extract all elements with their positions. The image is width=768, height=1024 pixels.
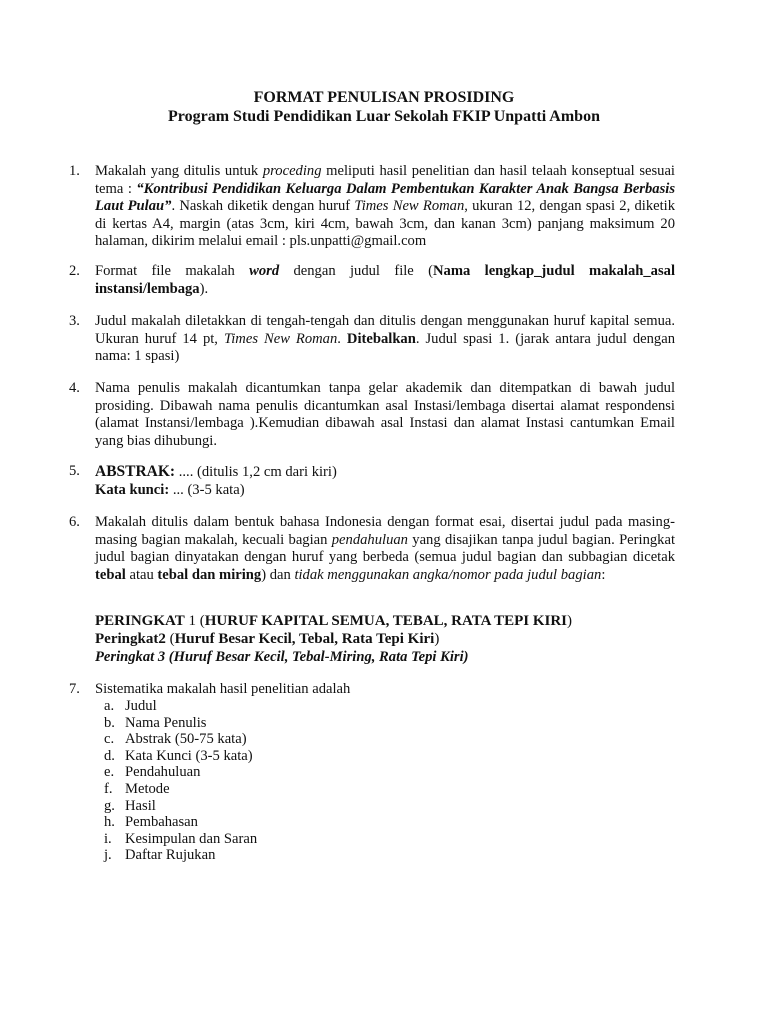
list-item: i. Kesimpulan dan Saran (104, 830, 258, 847)
item-text: Makalah ditulis dalam bentuk bahasa Indonesia dengan format esai, disertai judul pada masing-masing bagian makalah, kecuali bagian pendahuluan yang disajikan tanpa judul bagian. Peringkat judul bagian dinyatakan dengan huruf yang berbeda (semua judul bagian dan subbagian dicetak tebal atau tebal dan miring) dan tidak menggunakan angka/nomor pada judul bagian: (95, 514, 675, 583)
document-subtitle: Program Studi Pendidikan Luar Sekolah FKIP Unpatti Ambon (168, 108, 600, 125)
list-item-2 (69, 263, 675, 298)
item-text: Format file makalah word dengan judul file (Nama lengkap_judul makalah_asal instansi/lembaga). (95, 263, 675, 297)
item-number: 7. (69, 681, 80, 697)
item-number: 1. (69, 163, 80, 179)
list-item: h. Pembahasan (104, 814, 198, 831)
list-item-5 (69, 463, 675, 499)
list-item: j. Daftar Rujukan (104, 847, 216, 864)
list-item-7 (69, 681, 675, 699)
list-item: f. Metode (104, 780, 170, 797)
list-item: e. Pendahuluan (104, 764, 201, 781)
list-item-1 (69, 163, 675, 251)
item-text: Makalah yang ditulis untuk proceding meliputi hasil penelitian dan hasil telaah konseptual sesuai tema : “Kontribusi Pendidikan Keluarga Dalam Pembentukan Karakter Anak Bangsa Berbasis Laut Pulau”. Naskah diketik dengan huruf Times New Roman, ukuran 12, dengan spasi 2, diketik di kertas A4, margin (atas 3cm, kiri 4cm, bawah 3cm, dan kanan 3cm) panjang maksimum 20 halaman, dikirim melalui email : pls.unpatti@gmail.com (95, 163, 675, 250)
kata-kunci-line: Kata kunci: ... (3-5 kata) (95, 481, 245, 498)
item-number: 4. (69, 380, 80, 396)
peringkat-2: Peringkat2 (Huruf Besar Kecil, Tebal, Rata Tepi Kiri) (95, 631, 440, 647)
document-title: FORMAT PENULISAN PROSIDING (253, 89, 515, 106)
peringkat-3: Peringkat 3 (Huruf Besar Kecil, Tebal-Miring, Rata Tepi Kiri) (95, 649, 469, 665)
item-text: Judul makalah diletakkan di tengah-tengah dan ditulis dengan menggunakan huruf kapital semua. Ukuran huruf 14 pt, Times New Roman. Ditebalkan. Judul spasi 1. (jarak antara judul dengan nama: 1 spasi) (95, 313, 675, 365)
abstrak-line: ABSTRAK: .... (ditulis 1,2 cm dari kiri) (95, 463, 337, 480)
list-item: b. Nama Penulis (104, 714, 207, 731)
sistematika-list (104, 698, 257, 864)
item-text: Sistematika makalah hasil penelitian adalah (95, 681, 351, 697)
item-number: 2. (69, 263, 80, 279)
list-item: a. Judul (104, 698, 157, 714)
list-item-4 (69, 380, 675, 450)
item-number: 3. (69, 313, 80, 329)
list-item: c. Abstrak (50-75 kata) (104, 731, 247, 748)
list-item: g. Hasil (104, 797, 156, 814)
peringkat-1: PERINGKAT 1 (HURUF KAPITAL SEMUA, TEBAL, RATA TEPI KIRI) (95, 613, 573, 629)
item-text: Nama penulis makalah dicantumkan tanpa gelar akademik dan ditempatkan di bawah judul prosiding. Dibawah nama penulis dicantumkan asal Instasi/lembaga disertai alamat respondensi (alamat Instansi/lembaga ).Kemudian dibawah asal Instasi dan alamat Instasi cantumkan Email yang bias dihubungi. (95, 380, 675, 449)
list-item: d. Kata Kunci (3-5 kata) (104, 747, 253, 764)
item-number: 5. (69, 463, 80, 479)
list-item-6 (69, 514, 675, 584)
list-item-3 (69, 313, 675, 366)
item-number: 6. (69, 514, 80, 530)
